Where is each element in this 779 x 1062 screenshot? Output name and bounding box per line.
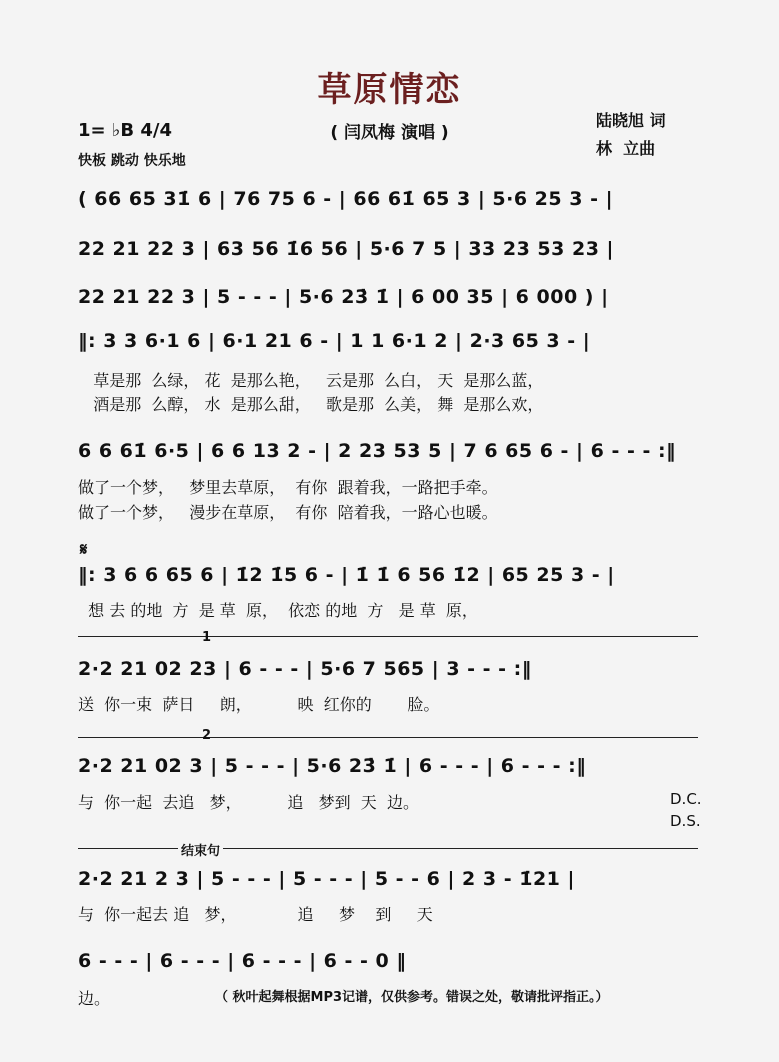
ending-label: 结束句: [178, 840, 223, 859]
volta-1-bracket: [78, 636, 698, 637]
key-signature: 1= ♭B 4/4: [78, 120, 172, 141]
lyric-line: 边。: [78, 989, 111, 1008]
notation-row-10: 6 - - - | 6 - - - | 6 - - - | 6 - - 0 ‖: [78, 950, 407, 972]
segno-sign: 𝄋: [80, 540, 88, 560]
song-title: 草原情恋: [317, 70, 462, 110]
notation-row-1: ( 66 65 31̇ 6 | 76 75 6 - | 66 61̇ 65 3 | 5·6 25 3 - |: [78, 188, 614, 210]
volta-1-label: 1: [202, 630, 212, 645]
lyric-line: 酒是那 么醇， 水 是那么甜， 歌是那 么美， 舞 是那么欢，: [78, 395, 544, 414]
notation-row-7: 2·2 21 02 23 | 6 - - - | 5·6 7 565 | 3 - - - :‖: [78, 658, 532, 680]
ending-bracket: [78, 848, 698, 849]
performer-line: ( 闫凤梅 演唱 ): [330, 123, 449, 143]
lyric-line: 想 去 的地 方 是 草 原， 依恋 的地 方 是 草 原，: [78, 601, 478, 620]
volta-2-bracket: [78, 737, 698, 738]
notation-row-3: 22 21 22 3 | 5 - - - | 5·6 23̇ 1̇ | 6 00 35 | 6 000 ) |: [78, 286, 609, 308]
tempo-marking: 快板 跳动 快乐地: [78, 153, 186, 169]
notation-row-4: ‖: 3 3 6·1 6 | 6·1 21 6 - | 1 1 6·1 2 | 2·3 65 3 - |: [78, 330, 591, 352]
volta-2-label: 2: [202, 728, 212, 743]
lyric-line: 做了一个梦， 梦里去草原， 有你 跟着我，一路把手牵。: [78, 478, 498, 497]
lyric-line: 与 你一起 去追 梦， 追 梦到 天 边。: [78, 793, 419, 812]
notation-row-2: 22 21 22 3 | 63 56 1̇6 56 | 5·6 7 5 | 33 23 53 23 |: [78, 238, 614, 260]
notation-row-8: 2·2 21 02 3 | 5 - - - | 5·6 23̇ 1̇ | 6 - - - | 6 - - - :‖: [78, 755, 587, 777]
lyric-line: 草是那 么绿， 花 是那么艳， 云是那 么白， 天 是那么蓝，: [78, 371, 544, 390]
lyricist-credit: 陆晓旭 词: [596, 111, 666, 130]
ds-marking: D.S.: [670, 812, 701, 830]
footnote: （ 秋叶起舞根据MP3记谱，仅供参考。错误之处，敬请批评指正。）: [215, 990, 609, 1005]
lyric-line: 送 你一束 萨日 朗， 映 红你的 脸。: [78, 695, 440, 714]
composer-credit: 林 立曲: [596, 139, 656, 158]
notation-row-9: 2·2 21 2 3 | 5 - - - | 5 - - - | 5 - - 6 | 2 3 - 1̇21 |: [78, 868, 575, 890]
lyric-line: 做了一个梦， 漫步在草原， 有你 陪着我，一路心也暖。: [78, 503, 498, 522]
notation-row-6: ‖: 3 6 6 65 6 | 1̇2 1̇5 6 - | 1̇ 1̇ 6 56 1̇2 | 65 25 3 - |: [78, 564, 615, 586]
dc-marking: D.C.: [670, 790, 702, 808]
lyric-line: 与 你一起去 追 梦， 追 梦 到 天: [78, 905, 433, 924]
notation-row-5: 6 6 61̇ 6·5 | 6 6 13 2 - | 2 23 53 5 | 7 6 65 6 - | 6 - - - :‖: [78, 440, 677, 462]
